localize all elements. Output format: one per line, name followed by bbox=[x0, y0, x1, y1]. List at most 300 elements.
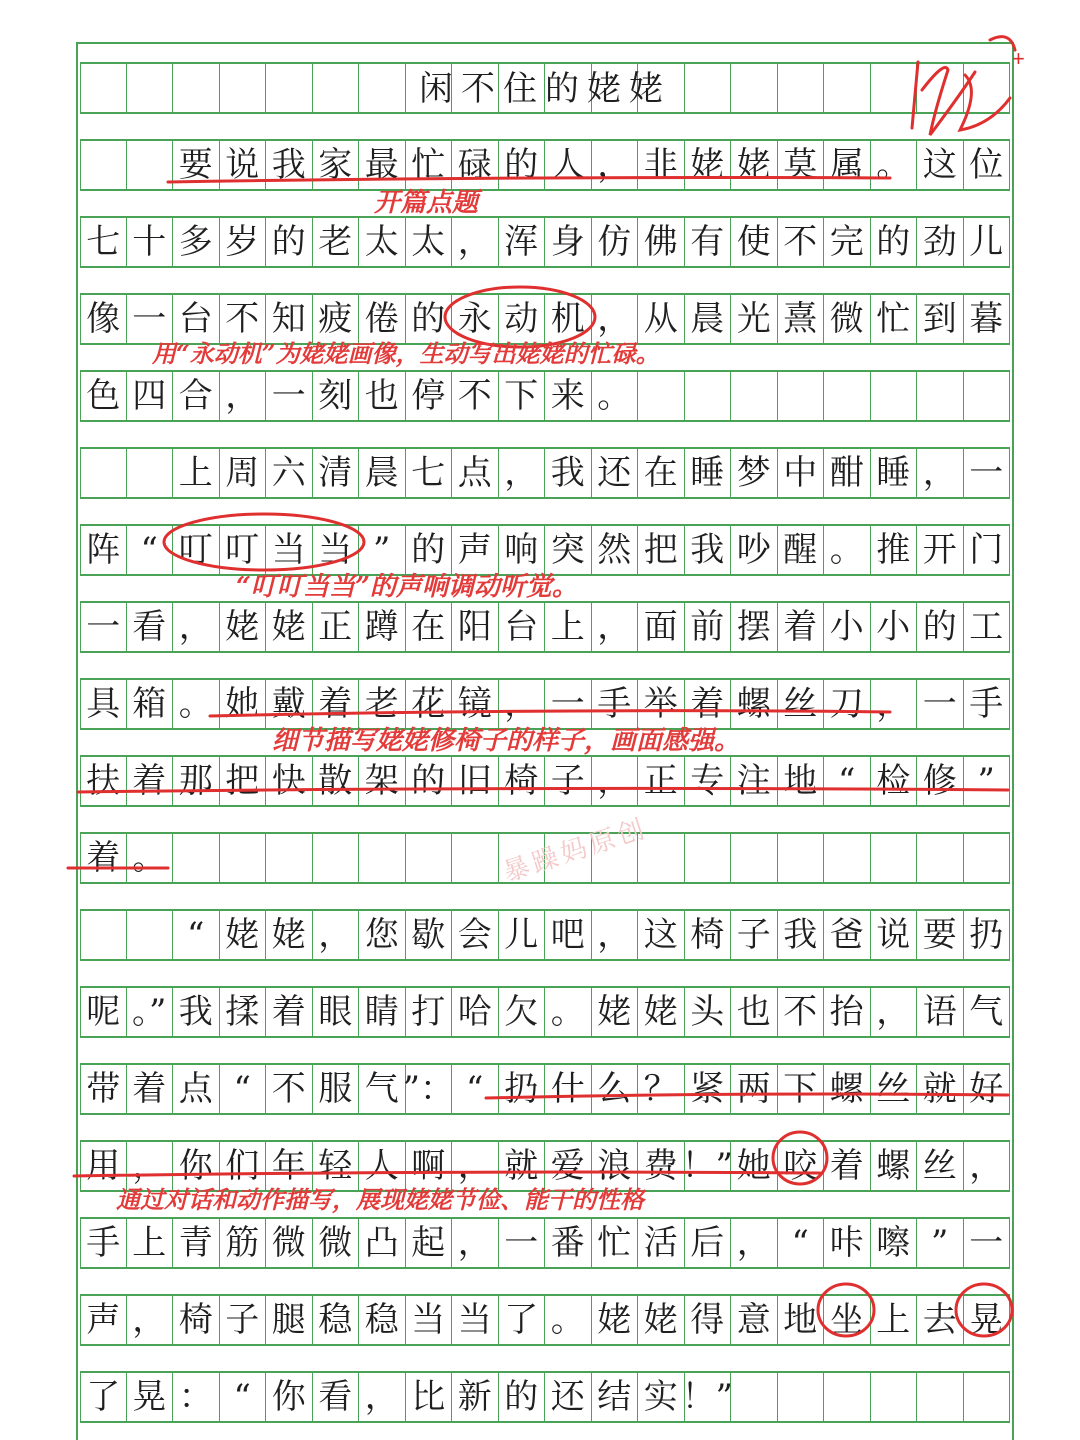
grid-cell: 像 bbox=[80, 295, 127, 343]
grid-cell: 实 bbox=[638, 1373, 685, 1421]
grid-cell: 光 bbox=[731, 295, 778, 343]
grid-cell: 着 bbox=[685, 680, 732, 728]
grid-cell: 了 bbox=[499, 1296, 546, 1344]
grid-cell: 扶 bbox=[80, 757, 127, 805]
grid-cell: 头 bbox=[685, 988, 732, 1036]
grid-cell: 着 bbox=[266, 988, 313, 1036]
grid-cell: 也 bbox=[731, 988, 778, 1036]
grid-cell: 呢 bbox=[80, 988, 127, 1036]
grid-cell: 打 bbox=[406, 988, 453, 1036]
grid-cell: 声 bbox=[80, 1296, 127, 1344]
grid-cell: 老 bbox=[359, 680, 406, 728]
grid-cell: 机 bbox=[545, 295, 592, 343]
grid-row bbox=[80, 524, 1010, 576]
grid-cell: 语 bbox=[917, 988, 964, 1036]
grid-cell bbox=[871, 1373, 918, 1421]
grid-cell: 好 bbox=[964, 1065, 1011, 1113]
grid-row bbox=[80, 447, 1010, 499]
grid-cell: 子 bbox=[731, 911, 778, 959]
grid-cell: ？ bbox=[638, 1065, 685, 1113]
grid-cell: 你 bbox=[266, 1373, 313, 1421]
grid-cell: “ bbox=[824, 757, 871, 805]
grid-cell: 的 bbox=[499, 141, 546, 189]
grid-cell: 丝 bbox=[778, 680, 825, 728]
grid-cell: 你 bbox=[173, 1142, 220, 1190]
grid-cell: 年 bbox=[266, 1142, 313, 1190]
grid-cell: 小 bbox=[871, 603, 918, 651]
grid-cell: 一 bbox=[266, 372, 313, 420]
grid-cell bbox=[778, 372, 825, 420]
grid-cell: 歇 bbox=[406, 911, 453, 959]
grid-cell: 忙 bbox=[406, 141, 453, 189]
grid-cell bbox=[313, 834, 360, 882]
grid-cell: 周 bbox=[220, 449, 267, 497]
grid-cell: 来 bbox=[545, 372, 592, 420]
grid-cell bbox=[778, 834, 825, 882]
grid-cell bbox=[778, 1373, 825, 1421]
grid-cell: ， bbox=[313, 911, 360, 959]
grid-cell: “ bbox=[220, 1065, 267, 1113]
grid-row bbox=[80, 1063, 1010, 1115]
grid-cell: ， bbox=[592, 295, 639, 343]
grid-cell: 醒 bbox=[778, 526, 825, 574]
grid-cell: 椅 bbox=[173, 1296, 220, 1344]
grid-cell: 气 bbox=[964, 988, 1011, 1036]
grid-cell: ， bbox=[452, 218, 499, 266]
grid-cell: 我 bbox=[173, 988, 220, 1036]
grid-cell: 上 bbox=[871, 1296, 918, 1344]
grid-cell: 睡 bbox=[685, 449, 732, 497]
grid-cell: 梦 bbox=[731, 449, 778, 497]
grid-cell: 姥 bbox=[592, 1296, 639, 1344]
grid-cell: 眼 bbox=[313, 988, 360, 1036]
grid-cell: 太 bbox=[406, 218, 453, 266]
grid-cell bbox=[824, 372, 871, 420]
grid-row bbox=[80, 293, 1010, 345]
grid-cell: 椅 bbox=[499, 757, 546, 805]
grid-cell: 不 bbox=[778, 988, 825, 1036]
grid-cell: ， bbox=[871, 680, 918, 728]
grid-cell: 爱 bbox=[545, 1142, 592, 1190]
grid-cell: 啊 bbox=[406, 1142, 453, 1190]
grid-cell: 专 bbox=[685, 757, 732, 805]
grid-cell: 腿 bbox=[266, 1296, 313, 1344]
grid-row bbox=[80, 755, 1010, 807]
grid-cell: 忙 bbox=[871, 295, 918, 343]
grid-cell: 。 bbox=[545, 988, 592, 1036]
grid-cell: 七 bbox=[406, 449, 453, 497]
grid-cell: 会 bbox=[452, 911, 499, 959]
grid-cell: 着 bbox=[80, 834, 127, 882]
grid-cell bbox=[638, 372, 685, 420]
grid-cell bbox=[917, 834, 964, 882]
grid-cell: 台 bbox=[499, 603, 546, 651]
grid-cell: 手 bbox=[80, 1219, 127, 1267]
grid-cell: 一 bbox=[80, 603, 127, 651]
grid-cell bbox=[917, 372, 964, 420]
grid-cell: 地 bbox=[778, 757, 825, 805]
grid-cell: 刻 bbox=[313, 372, 360, 420]
grid-cell: 姥 bbox=[220, 911, 267, 959]
grid-cell: 微 bbox=[266, 1219, 313, 1267]
grid-cell: 停 bbox=[406, 372, 453, 420]
grid-cell: 家 bbox=[313, 141, 360, 189]
grid-cell: 合 bbox=[173, 372, 220, 420]
grid-cell: 的 bbox=[406, 526, 453, 574]
grid-cell: 叮 bbox=[173, 526, 220, 574]
grid-cell: 镜 bbox=[452, 680, 499, 728]
grid-cell: 劲 bbox=[917, 218, 964, 266]
grid-cell: 碌 bbox=[452, 141, 499, 189]
grid-cell: 。 bbox=[127, 834, 174, 882]
grid-cell: 去 bbox=[917, 1296, 964, 1344]
grid-cell: “ bbox=[452, 1065, 499, 1113]
grid-cell: 青 bbox=[173, 1219, 220, 1267]
grid-cell: 坐 bbox=[824, 1296, 871, 1344]
grid-cell bbox=[406, 834, 453, 882]
grid-cell: 手 bbox=[964, 680, 1011, 728]
grid-cell: 清 bbox=[313, 449, 360, 497]
grid-cell: 不 bbox=[778, 218, 825, 266]
grid-cell: 晃 bbox=[127, 1373, 174, 1421]
grid-cell: 不 bbox=[266, 1065, 313, 1113]
grid-cell: “ bbox=[173, 911, 220, 959]
grid-cell: 中 bbox=[778, 449, 825, 497]
grade-plus: + bbox=[1012, 46, 1025, 71]
grid-cell: 在 bbox=[638, 449, 685, 497]
grid-cell bbox=[824, 834, 871, 882]
grid-cell: 吧 bbox=[545, 911, 592, 959]
grid-cell: 还 bbox=[545, 1373, 592, 1421]
grid-cell: ， bbox=[917, 449, 964, 497]
grid-cell: 着 bbox=[127, 1065, 174, 1113]
grid-cell: 花 bbox=[406, 680, 453, 728]
grid-row bbox=[80, 370, 1010, 422]
grid-cell: ， bbox=[731, 1219, 778, 1267]
grid-cell: 箱 bbox=[127, 680, 174, 728]
grid-cell: 稳 bbox=[313, 1296, 360, 1344]
grid-cell: 倦 bbox=[359, 295, 406, 343]
annotation-4: 细节描写姥姥修椅子的样子，画面感强。 bbox=[272, 726, 741, 756]
grid-cell: 工 bbox=[964, 603, 1011, 651]
grid-row bbox=[80, 1217, 1010, 1269]
grid-cell: 四 bbox=[127, 372, 174, 420]
grid-cell: 身 bbox=[545, 218, 592, 266]
grid-cell: 费 bbox=[638, 1142, 685, 1190]
grid-cell: 起 bbox=[406, 1219, 453, 1267]
grid-row bbox=[80, 216, 1010, 268]
grid-cell: ， bbox=[592, 141, 639, 189]
grid-cell: 您 bbox=[359, 911, 406, 959]
grid-cell: 丝 bbox=[917, 1142, 964, 1190]
grid-cell: 稳 bbox=[359, 1296, 406, 1344]
grid-cell: 一 bbox=[545, 680, 592, 728]
grid-cell bbox=[964, 834, 1011, 882]
grid-cell bbox=[685, 372, 732, 420]
grid-cell: 下 bbox=[499, 372, 546, 420]
grid-cell: 。 bbox=[824, 526, 871, 574]
grid-cell: 的 bbox=[871, 218, 918, 266]
grid-cell: 儿 bbox=[499, 911, 546, 959]
annotation-1: 开篇点题 bbox=[374, 188, 479, 218]
grid-cell: 欠 bbox=[499, 988, 546, 1036]
grid-cell: 凸 bbox=[359, 1219, 406, 1267]
grid-cell: 。 bbox=[871, 141, 918, 189]
grid-cell bbox=[173, 834, 220, 882]
grid-cell: 小 bbox=[824, 603, 871, 651]
grid-cell: 色 bbox=[80, 372, 127, 420]
grid-cell: 仿 bbox=[592, 218, 639, 266]
grid-cell: 气 bbox=[359, 1065, 406, 1113]
grid-cell: 有 bbox=[685, 218, 732, 266]
grid-cell: 姥 bbox=[220, 603, 267, 651]
essay-title: 闲不住的姥姥 bbox=[419, 69, 671, 109]
grid-cell: 蹲 bbox=[359, 603, 406, 651]
grid-cell: 的 bbox=[406, 757, 453, 805]
grid-cell: ” bbox=[964, 757, 1011, 805]
grid-cell: 要 bbox=[917, 911, 964, 959]
grid-cell: 用 bbox=[80, 1142, 127, 1190]
grid-cell: 微 bbox=[824, 295, 871, 343]
grid-cell: 姥 bbox=[638, 1296, 685, 1344]
grid-cell: 最 bbox=[359, 141, 406, 189]
grid-cell: 把 bbox=[220, 757, 267, 805]
grid-cell: 熹 bbox=[778, 295, 825, 343]
grid-cell: 就 bbox=[499, 1142, 546, 1190]
grid-cell: 一 bbox=[964, 449, 1011, 497]
grid-cell: 椅 bbox=[685, 911, 732, 959]
grid-cell: 非 bbox=[638, 141, 685, 189]
grid-cell: 地 bbox=[778, 1296, 825, 1344]
grid-cell: 她 bbox=[731, 1142, 778, 1190]
grid-cell: 当 bbox=[406, 1296, 453, 1344]
grid-cell bbox=[80, 449, 127, 497]
grid-cell: 正 bbox=[313, 603, 360, 651]
grid-row bbox=[80, 678, 1010, 730]
grid-cell: 晨 bbox=[359, 449, 406, 497]
grid-cell: 得 bbox=[685, 1296, 732, 1344]
grid-cell: 人 bbox=[359, 1142, 406, 1190]
grid-cell: 人 bbox=[545, 141, 592, 189]
grid-cell bbox=[220, 834, 267, 882]
grid-cell: “ bbox=[220, 1373, 267, 1421]
grid-cell: 然 bbox=[592, 526, 639, 574]
grid-cell: 修 bbox=[917, 757, 964, 805]
grid-cell: 晃 bbox=[964, 1296, 1011, 1344]
grid-cell: 开 bbox=[917, 526, 964, 574]
grid-cell: 意 bbox=[731, 1296, 778, 1344]
grid-cell: 摆 bbox=[731, 603, 778, 651]
grid-cell: 姥 bbox=[638, 988, 685, 1036]
grid-cell: 阳 bbox=[452, 603, 499, 651]
grid-cell: 爸 bbox=[824, 911, 871, 959]
grid-cell: 架 bbox=[359, 757, 406, 805]
grid-cell: 散 bbox=[313, 757, 360, 805]
grid-cell: 结 bbox=[592, 1373, 639, 1421]
grid-cell: 前 bbox=[685, 603, 732, 651]
grid-cell: 。 bbox=[592, 372, 639, 420]
grid-cell: 岁 bbox=[220, 218, 267, 266]
grid-cell: 那 bbox=[173, 757, 220, 805]
grid-cell: 看 bbox=[127, 603, 174, 651]
grid-cell: 把 bbox=[638, 526, 685, 574]
grid-cell: 着 bbox=[313, 680, 360, 728]
grid-cell: ， bbox=[220, 372, 267, 420]
grid-cell: 螺 bbox=[824, 1065, 871, 1113]
grid-cell: 多 bbox=[173, 218, 220, 266]
grid-cell: ， bbox=[127, 1296, 174, 1344]
grid-cell: 点 bbox=[452, 449, 499, 497]
grid-cell: 筋 bbox=[220, 1219, 267, 1267]
grid-cell: 吵 bbox=[731, 526, 778, 574]
grid-cell: 我 bbox=[266, 141, 313, 189]
grid-cell: 。” bbox=[127, 988, 174, 1036]
grid-cell: ， bbox=[127, 1142, 174, 1190]
grid-cell: ， bbox=[499, 680, 546, 728]
grid-cell: 扔 bbox=[499, 1065, 546, 1113]
grid-cell bbox=[80, 911, 127, 959]
grid-cell: 什 bbox=[545, 1065, 592, 1113]
grid-cell: 了 bbox=[80, 1373, 127, 1421]
grid-row bbox=[80, 139, 1010, 191]
grid-cell: 酣 bbox=[824, 449, 871, 497]
grid-cell: 动 bbox=[499, 295, 546, 343]
grid-cell: 姥 bbox=[266, 603, 313, 651]
grid-cell: 轻 bbox=[313, 1142, 360, 1190]
grid-cell: 太 bbox=[359, 218, 406, 266]
grid-cell: 后 bbox=[685, 1219, 732, 1267]
grid-cell: ， bbox=[452, 1219, 499, 1267]
grid-cell: 着 bbox=[824, 1142, 871, 1190]
grid-cell: ， bbox=[964, 1142, 1011, 1190]
grid-cell bbox=[964, 372, 1011, 420]
grid-cell bbox=[127, 449, 174, 497]
grid-cell: ”： bbox=[406, 1065, 453, 1113]
grid-cell bbox=[917, 1373, 964, 1421]
grid-cell: 突 bbox=[545, 526, 592, 574]
grid-cell: 一 bbox=[127, 295, 174, 343]
grid-cell: 面 bbox=[638, 603, 685, 651]
grid-cell: 新 bbox=[452, 1373, 499, 1421]
grid-cell: 。 bbox=[173, 680, 220, 728]
grid-cell: ， bbox=[592, 911, 639, 959]
grid-cell: 正 bbox=[638, 757, 685, 805]
grid-cell: 属 bbox=[824, 141, 871, 189]
grid-cell: 点 bbox=[173, 1065, 220, 1113]
grid-cell: 阵 bbox=[80, 526, 127, 574]
grid-cell: 的 bbox=[406, 295, 453, 343]
grid-cell: ， bbox=[592, 603, 639, 651]
grid-cell: 响 bbox=[499, 526, 546, 574]
grid-cell: ！” bbox=[685, 1142, 732, 1190]
grid-cell: 手 bbox=[592, 680, 639, 728]
grid-cell: 叮 bbox=[220, 526, 267, 574]
grid-cell: 从 bbox=[638, 295, 685, 343]
grid-cell: 刀 bbox=[824, 680, 871, 728]
grid-cell: 推 bbox=[871, 526, 918, 574]
grid-cell: 说 bbox=[871, 911, 918, 959]
grid-cell: 姥 bbox=[685, 141, 732, 189]
grid-cell: 紧 bbox=[685, 1065, 732, 1113]
grid-cell: 十 bbox=[127, 218, 174, 266]
grid-cell bbox=[452, 834, 499, 882]
grid-row bbox=[80, 1294, 1010, 1346]
grid-cell: 使 bbox=[731, 218, 778, 266]
grid-cell: 的 bbox=[499, 1373, 546, 1421]
grid-cell: 一 bbox=[917, 680, 964, 728]
grid-cell: 子 bbox=[220, 1296, 267, 1344]
grid-cell: 螺 bbox=[731, 680, 778, 728]
grid-cell: 螺 bbox=[871, 1142, 918, 1190]
grid-cell: 门 bbox=[964, 526, 1011, 574]
grid-cell bbox=[127, 141, 174, 189]
grid-cell: ， bbox=[592, 757, 639, 805]
grid-cell: 。 bbox=[545, 1296, 592, 1344]
grid-cell: 不 bbox=[220, 295, 267, 343]
grid-row bbox=[80, 986, 1010, 1038]
grid-cell: 快 bbox=[266, 757, 313, 805]
grid-cell: 举 bbox=[638, 680, 685, 728]
grid-cell: 睛 bbox=[359, 988, 406, 1036]
grid-cell bbox=[80, 141, 127, 189]
watermark: 暴躁妈原创 bbox=[499, 813, 652, 889]
grid-cell bbox=[731, 834, 778, 882]
grid-cell: “ bbox=[778, 1219, 825, 1267]
grid-cell: ， bbox=[871, 988, 918, 1036]
grid-cell: 六 bbox=[266, 449, 313, 497]
grid-cell: 浑 bbox=[499, 218, 546, 266]
grid-cell: 揉 bbox=[220, 988, 267, 1036]
grid-cell: 服 bbox=[313, 1065, 360, 1113]
grid-cell: 活 bbox=[638, 1219, 685, 1267]
grid-cell: 着 bbox=[778, 603, 825, 651]
grid-cell: 么 bbox=[592, 1065, 639, 1113]
grid-cell: ！” bbox=[685, 1373, 732, 1421]
grid-cell bbox=[871, 372, 918, 420]
grid-cell: 在 bbox=[406, 603, 453, 651]
grid-cell: 嚓 bbox=[871, 1219, 918, 1267]
grid-cell bbox=[964, 1373, 1011, 1421]
grid-cell: 到 bbox=[917, 295, 964, 343]
annotation-3: “叮叮当当”的声响调动听觉。 bbox=[236, 572, 578, 602]
grid-cell: ” bbox=[917, 1219, 964, 1267]
grid-cell bbox=[685, 834, 732, 882]
grid-cell: 忙 bbox=[592, 1219, 639, 1267]
grid-cell: 检 bbox=[871, 757, 918, 805]
grid-cell: 暮 bbox=[964, 295, 1011, 343]
grid-cell: “ bbox=[127, 526, 174, 574]
grid-cell: 佛 bbox=[638, 218, 685, 266]
grid-cell: 两 bbox=[731, 1065, 778, 1113]
grid-cell: 着 bbox=[127, 757, 174, 805]
grid-cell: 带 bbox=[80, 1065, 127, 1113]
grid-cell: ， bbox=[452, 1142, 499, 1190]
grid-row bbox=[80, 909, 1010, 961]
grid-cell: 莫 bbox=[778, 141, 825, 189]
grid-cell: 完 bbox=[824, 218, 871, 266]
grid-cell: 戴 bbox=[266, 680, 313, 728]
grid-cell: 抬 bbox=[824, 988, 871, 1036]
grid-cell: 微 bbox=[313, 1219, 360, 1267]
grid-cell: 比 bbox=[406, 1373, 453, 1421]
grid-cell: 知 bbox=[266, 295, 313, 343]
grid-row bbox=[80, 601, 1010, 653]
grid-cell: 上 bbox=[545, 603, 592, 651]
grid-cell bbox=[359, 834, 406, 882]
grid-cell: 上 bbox=[173, 449, 220, 497]
grid-cell: 不 bbox=[452, 372, 499, 420]
grid-cell: 番 bbox=[545, 1219, 592, 1267]
